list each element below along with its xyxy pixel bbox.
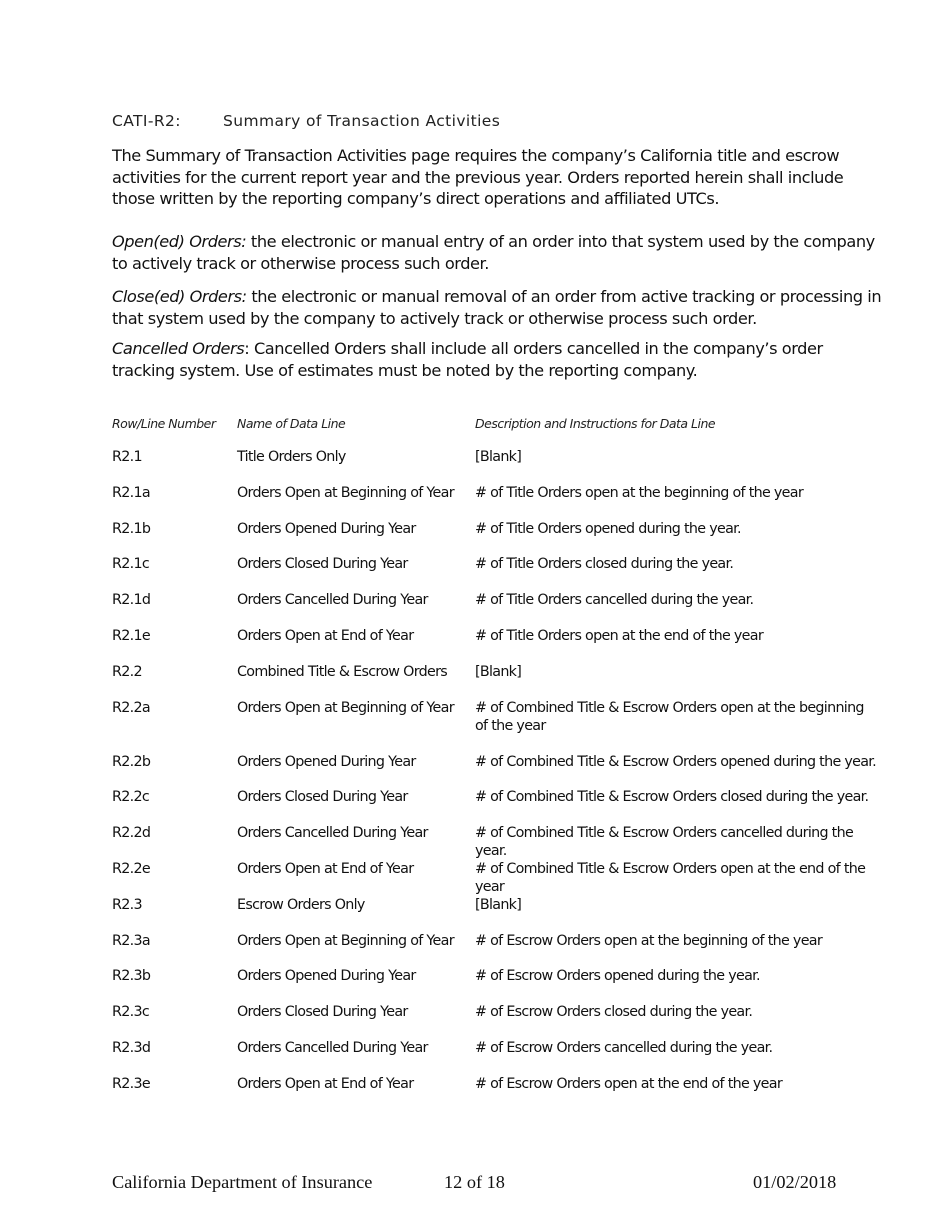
row-line-number: R2.3e [112,1075,150,1092]
data-line-description: # of Escrow Orders open at the end of the year [475,1075,783,1092]
table-row [112,967,892,1003]
table-row [112,555,892,591]
row-line-number: R2.2b [112,753,151,770]
definition-cancelled-orders [112,338,882,381]
data-line-description: # of Combined Title & Escrow Orders open at the end of the year [475,860,866,895]
row-line-number: R2.2 [112,663,142,680]
row-line-number: R2.3c [112,1004,150,1021]
table-header [112,410,892,448]
row-line-number: R2.1c [112,556,150,573]
row-line-number: R2.2d [112,825,151,842]
definition-text: : Cancelled Orders shall include all orders cancelled in the company’s order tracking system. Use of estimates must be noted by the reporting company. [112,339,823,380]
section-name: Summary of Transaction Activities [223,112,501,130]
table-row [112,932,892,968]
data-line-table [112,410,892,1111]
data-line-name: Orders Opened During Year [237,968,416,985]
data-line-description: [Blank] [475,896,522,913]
data-line-name: Orders Opened During Year [237,753,416,770]
row-line-number: R2.2c [112,789,150,806]
data-line-name: Orders Cancelled During Year [237,592,428,609]
row-line-number: R2.1d [112,592,151,609]
data-line-description: # of Combined Title & Escrow Orders cancelled during the year. [475,825,854,860]
header-description: Description and Instructions for Data Line [475,416,716,431]
definition-opened-orders [112,231,882,274]
definition-text: the electronic or manual entry of an order into that system used by the company to actively track or otherwise process such order. [112,232,875,273]
row-line-number: R2.1a [112,484,150,501]
data-line-name: Escrow Orders Only [237,896,365,913]
data-line-description: # of Escrow Orders opened during the year. [475,968,760,985]
data-line-name: Orders Open at Beginning of Year [237,699,454,716]
table-row [112,860,892,896]
data-line-description: # of Title Orders cancelled during the year. [475,592,754,609]
row-line-number: R2.1b [112,520,151,537]
data-line-name: Orders Cancelled During Year [237,825,428,842]
data-line-description: # of Title Orders opened during the year. [475,520,741,537]
definition-term: Cancelled Orders [112,339,245,358]
row-line-number: R2.3 [112,896,142,913]
definition-term: Close(ed) Orders: [112,287,247,306]
data-line-description: [Blank] [475,449,522,465]
data-line-name: Orders Open at End of Year [237,627,414,644]
data-line-name: Orders Opened During Year [237,520,416,537]
data-line-description: [Blank] [475,663,522,680]
row-line-number: R2.3a [112,932,150,949]
header-name-of-data-line: Name of Data Line [237,416,346,431]
data-line-name: Orders Closed During Year [237,556,408,573]
data-line-name: Orders Open at End of Year [237,860,414,877]
table-row [112,1075,892,1111]
definition-closed-orders [112,286,882,329]
table-row [112,824,892,860]
table-row [112,627,892,663]
table-row [112,753,892,789]
table-row [112,896,892,932]
row-line-number: R2.1 [112,449,142,465]
header-row-line-number: Row/Line Number [112,416,216,431]
data-line-description: # of Combined Title & Escrow Orders open at the beginning of the year [475,699,864,734]
data-line-description: # of Combined Title & Escrow Orders closed during the year. [475,789,869,806]
data-line-description: # of Title Orders open at the end of the year [475,627,764,644]
table-body [112,448,892,1111]
data-line-description: # of Escrow Orders cancelled during the year. [475,1039,773,1056]
table-row [112,663,892,699]
table-row [112,1003,892,1039]
intro-paragraph: The Summary of Transaction Activities page requires the company’s California title and escrow activities for the current report year and the previous year. Orders reported herein shall include those written by the reporting company’s direct operations and affiliated UTCs. [112,146,844,208]
table-row [112,1039,892,1075]
data-line-name: Orders Open at Beginning of Year [237,932,454,949]
row-line-number: R2.3b [112,968,151,985]
data-line-name: Orders Open at End of Year [237,1075,414,1092]
table-row [112,699,892,753]
data-line-name: Orders Closed During Year [237,789,408,806]
row-line-number: R2.3d [112,1039,151,1056]
data-line-description: # of Title Orders open at the beginning of the year [475,484,804,501]
definition-term: Open(ed) Orders: [112,232,247,251]
data-line-description: # of Escrow Orders open at the beginning of the year [475,932,823,949]
data-line-description: # of Escrow Orders closed during the year. [475,1004,753,1021]
data-line-description: # of Title Orders closed during the year. [475,556,734,573]
table-row [112,448,892,484]
footer-date: 01/02/2018 [753,1172,837,1192]
footer-page-number: 12 of 18 [444,1172,505,1192]
footer-organization: California Department of Insurance [112,1172,373,1192]
row-line-number: R2.2a [112,699,150,716]
row-line-number: R2.2e [112,860,150,877]
section-title [112,112,500,130]
table-row [112,520,892,556]
table-row [112,484,892,520]
table-row [112,788,892,824]
data-line-name: Orders Open at Beginning of Year [237,484,454,501]
definition-text: the electronic or manual removal of an order from active tracking or processing in that system used by the company to actively track or otherwise process such order. [112,287,882,328]
row-line-number: R2.1e [112,627,150,644]
data-line-description: # of Combined Title & Escrow Orders opened during the year. [475,753,877,770]
data-line-name: Combined Title & Escrow Orders [237,663,448,680]
section-code: CATI-R2: [112,112,181,130]
data-line-name: Title Orders Only [237,449,346,465]
data-line-name: Orders Cancelled During Year [237,1039,428,1056]
data-line-name: Orders Closed During Year [237,1004,408,1021]
table-row [112,591,892,627]
